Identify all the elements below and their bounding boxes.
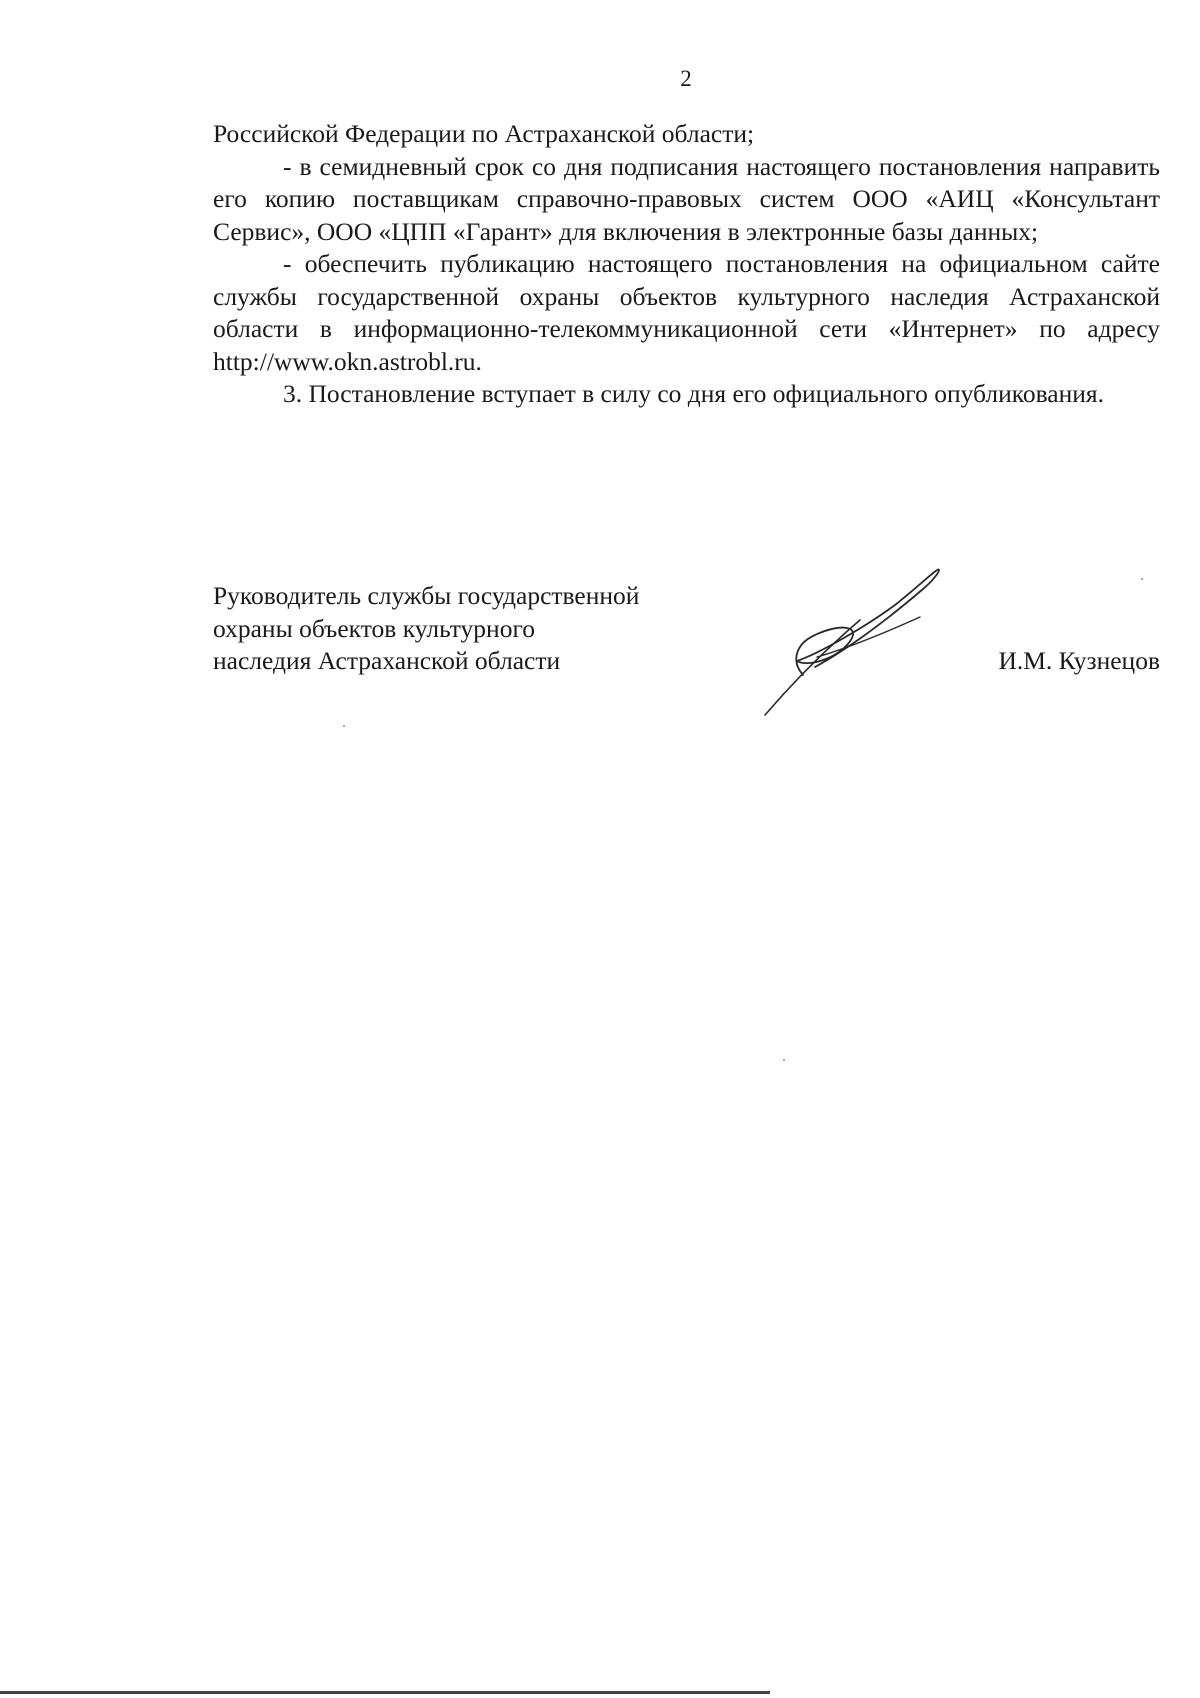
document-body (213, 118, 1160, 411)
paragraph-continuation: Российской Федерации по Астраханской области; (213, 119, 755, 148)
page-number: 2 (680, 66, 692, 91)
scan-edge-line (0, 1691, 770, 1694)
handwritten-signature (755, 565, 955, 725)
scan-speck (343, 725, 345, 727)
signature-block (213, 580, 1160, 720)
scan-speck (783, 1059, 785, 1061)
signatory-position-line: охраны объектов культурного (213, 613, 536, 643)
signatory-position-line: Руководитель службы государственной (213, 581, 640, 610)
paragraph-send-copy: - в семидневный срок со дня подписания настоящего постановления направить его копию поставщикам справочно-правовых систем ООО «АИЦ «Консультант Сервис», ООО «ЦПП «Гарант» для включения в электронные базы данных; (213, 151, 1160, 246)
signatory-name: И.М. Кузнецов (998, 646, 1160, 675)
signature-stroke (765, 620, 860, 715)
signatory-position (213, 580, 733, 678)
paragraph-effective-date: 3. Постановление вступает в силу со дня его официального опубликования. (283, 379, 1104, 408)
paragraph-publish-online: - обеспечить публикацию настоящего постановления на официальном сайте службы государственной охраны объектов культурного наследия Астраханской области в информационно-телекоммуникационной сети «Интернет» по адресу http://www.okn.astrobl.ru. (213, 249, 1160, 376)
scan-speck (1141, 578, 1143, 580)
signatory-position-line: наследия Астраханской области (213, 646, 561, 675)
